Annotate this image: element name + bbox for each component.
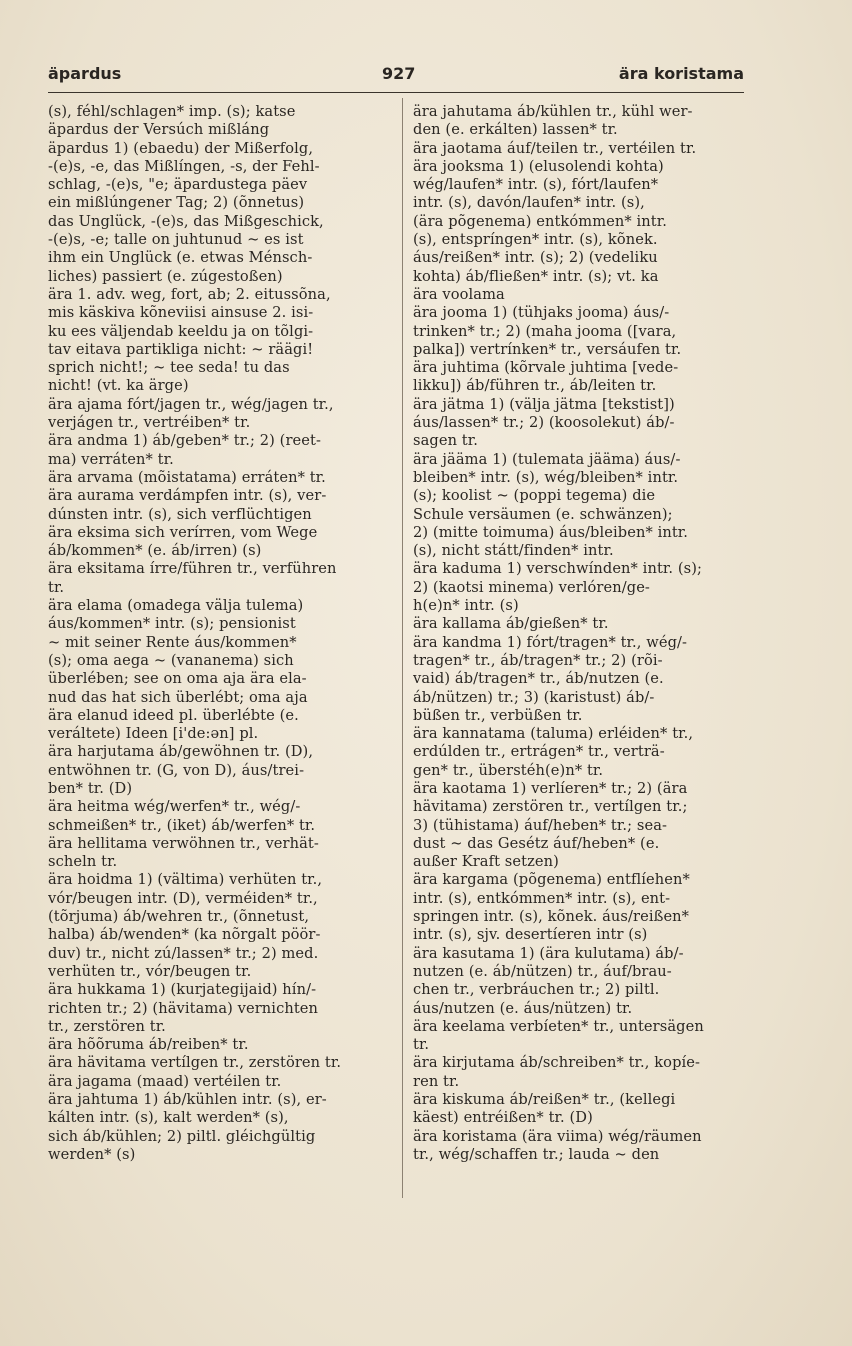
- entry-line: 2) (mitte toimuma) áus/bleiben* intr.: [413, 523, 689, 541]
- entry-line: ära kannatama (taluma) erléiden* tr.,: [413, 725, 694, 743]
- entry-line: ära andma 1) áb/geben* tr.; 2) (reet-: [48, 432, 321, 450]
- entry-line: intr. (s), davón/laufen* intr. (s),: [413, 194, 645, 212]
- entry-line: 2) (kaotsi minema) verlóren/ge-: [413, 578, 650, 596]
- entry-line: ära kallama áb/gießen* tr.: [413, 615, 609, 633]
- header-rule: [48, 92, 744, 93]
- entry-line: áb/nützen) tr.; 3) (karistust) áb/-: [413, 688, 655, 706]
- entry-line: äpardus der Versúch mißláng: [48, 121, 270, 139]
- entry-line: ära kaotama 1) verlíeren* tr.; 2) (ära: [413, 779, 688, 797]
- entry-line: ära kirjutama áb/schreiben* tr., kopíe-: [413, 1054, 701, 1072]
- entry-line: ära voolama: [413, 285, 505, 303]
- entry-line: tav eitava partikliga nicht: ~ räägi!: [48, 340, 314, 358]
- entry-line: duv) tr., nicht zú/lassen* tr.; 2) med.: [48, 944, 319, 962]
- entry-line: áus/reißen* intr. (s); 2) (vedeliku: [413, 249, 658, 267]
- entry-line: ära kargama (põgenema) entflíehen*: [413, 871, 690, 889]
- entry-line: (ära põgenema) entkómmen* intr.: [413, 212, 667, 230]
- entry-line: hävitama) zerstören tr., vertílgen tr.;: [413, 798, 688, 816]
- entry-line: ära elanud ideed pl. überlébte (e.: [48, 706, 299, 724]
- entry-line: ära kaduma 1) verschwínden* intr. (s);: [413, 560, 703, 578]
- entry-line: kálten intr. (s), kalt werden* (s),: [48, 1109, 289, 1127]
- entry-line: büßen tr., verbüßen tr.: [413, 706, 583, 724]
- entry-line: ära heitma wég/werfen* tr., wég/-: [48, 798, 301, 816]
- entry-line: veráltete) Ideen [i'de:ən] pl.: [48, 725, 259, 743]
- entry-line: áb/kommen* (e. áb/irren) (s): [48, 542, 262, 560]
- entry-line: ära jagama (maad) vertéilen tr.: [48, 1072, 282, 1090]
- header-guide-word-right: ära koristama: [618, 64, 744, 83]
- entry-line: trinken* tr.; 2) (maha jooma ([vara,: [413, 322, 677, 340]
- entry-line: ren tr.: [413, 1072, 460, 1090]
- entry-line: áus/lassen* tr.; 2) (koosolekut) áb/-: [413, 414, 675, 432]
- entry-line: käest) entréißen* tr. (D): [413, 1109, 593, 1127]
- entry-line: äpardus 1) (ebaedu) der Mißerfolg,: [48, 139, 314, 157]
- entry-line: sich áb/kühlen; 2) piltl. gléichgültig: [48, 1127, 316, 1145]
- entry-line: ein mißlúngener Tag; 2) (õnnetus): [48, 194, 305, 212]
- entry-line: ihm ein Unglück (e. etwas Ménsch-: [48, 249, 313, 267]
- entry-line: tr.: [48, 578, 65, 596]
- entry-line: kohta) áb/fließen* intr. (s); vt. ka: [413, 267, 659, 285]
- entry-line: tr.: [413, 1036, 430, 1054]
- entry-line: tr., zerstören tr.: [48, 1017, 166, 1035]
- entry-line: ära hellitama verwöhnen tr., verhät-: [48, 834, 319, 852]
- entry-line: ära jaotama áuf/teilen tr., vertéilen tr.: [413, 139, 697, 157]
- entry-line: halba) áb/wenden* (ka nõrgalt pöör-: [48, 926, 321, 944]
- entry-line: ära hukkama 1) (kurjategijaid) hín/-: [48, 981, 317, 999]
- entry-line: ära harjutama áb/gewöhnen tr. (D),: [48, 743, 314, 761]
- entry-line: ära jääma 1) (tulemata jääma) áus/-: [413, 450, 681, 468]
- entry-line: schmeißen* tr., (iket) áb/werfen* tr.: [48, 816, 316, 834]
- column-divider: [402, 98, 403, 1198]
- entry-line: bleiben* intr. (s), wég/bleiben* intr.: [413, 468, 679, 486]
- entry-line: ära kandma 1) fórt/tragen* tr., wég/-: [413, 633, 688, 651]
- entry-line: scheln tr.: [48, 853, 118, 871]
- entry-line: springen intr. (s), kõnek. áus/reißen*: [413, 908, 690, 926]
- entry-line: das Unglück, -(e)s, das Mißgeschick,: [48, 212, 324, 230]
- entry-line: sprich nicht!; ~ tee seda! tu das: [48, 359, 290, 377]
- entry-line: sagen tr.: [413, 432, 478, 450]
- entry-line: verjágen tr., vertréiben* tr.: [48, 414, 251, 432]
- entry-line: ära kiskuma áb/reißen* tr., (kellegi: [413, 1091, 676, 1109]
- entry-line: ära 1. adv. weg, fort, ab; 2. eitussõna,: [48, 285, 331, 303]
- entry-line: nud das hat sich überlébt; oma aja: [48, 688, 308, 706]
- entry-line: ära jahutama áb/kühlen tr., kühl wer-: [413, 103, 693, 120]
- entry-line: verhüten tr., vór/beugen tr.: [48, 962, 252, 980]
- entry-line: -(e)s, -e, das Mißlíngen, -s, der Fehl-: [48, 157, 320, 175]
- entry-line: ära hoidma 1) (vältima) verhüten tr.,: [48, 871, 323, 889]
- entry-line: ära jahtuma 1) áb/kühlen intr. (s), er-: [48, 1091, 327, 1109]
- entry-line: Schule versäumen (e. schwänzen);: [413, 505, 673, 523]
- entry-line: ära eksitama írre/führen tr., verführen: [48, 560, 337, 578]
- entry-line: vór/beugen intr. (D), verméiden* tr.,: [48, 889, 318, 907]
- entry-line: den (e. erkálten) lassen* tr.: [413, 121, 618, 139]
- entry-line: ära arvama (mõistatama) erráten* tr.: [48, 468, 326, 486]
- entry-line: überlében; see on oma aja ära ela-: [48, 670, 307, 688]
- entry-line: gen* tr., überstéh(e)n* tr.: [413, 761, 604, 779]
- entry-line: (tõrjuma) áb/wehren tr., (õnnetust,: [48, 908, 310, 926]
- page-header: [48, 64, 744, 92]
- entry-line: dúnsten intr. (s), sich verflüchtigen: [48, 505, 312, 523]
- entry-line: vaid) áb/tragen* tr., áb/nutzen (e.: [413, 670, 664, 688]
- entry-line: liches) passiert (e. zúgestoßen): [48, 267, 283, 285]
- entry-line: mis käskiva kõneviisi ainsuse 2. isi-: [48, 304, 314, 322]
- entry-line: intr. (s), sjv. desertíeren intr (s): [413, 926, 648, 944]
- entry-line: palka]) vertrínken* tr., versáufen tr.: [413, 340, 682, 358]
- entry-line: ära hõõruma áb/reiben* tr.: [48, 1036, 249, 1054]
- entry-line: ära kasutama 1) (ära kulutama) áb/-: [413, 944, 684, 962]
- page-number: 927: [382, 64, 416, 83]
- entry-line: (s); oma aega ~ (vananema) sich: [48, 651, 294, 669]
- entry-line: erdúlden tr., ertrágen* tr., verträ-: [413, 743, 665, 761]
- entry-line: ära eksima sich verírren, vom Wege: [48, 523, 318, 541]
- entry-line: (s), entspríngen* intr. (s), kõnek.: [413, 231, 658, 249]
- entry-line: ben* tr. (D): [48, 779, 133, 797]
- entry-line: áus/nutzen (e. áus/nützen) tr.: [413, 999, 633, 1017]
- entry-line: dust ~ das Gesétz áuf/heben* (e.: [413, 834, 660, 852]
- entry-line: ku ees väljendab keeldu ja on tõlgi-: [48, 322, 314, 340]
- entry-line: nutzen (e. áb/nützen) tr., áuf/brau-: [413, 962, 672, 980]
- entry-line: 3) (tühistama) áuf/heben* tr.; sea-: [413, 816, 668, 834]
- entry-line: werden* (s): [48, 1145, 136, 1163]
- entry-line: ma) verráten* tr.: [48, 450, 174, 468]
- entry-line: nicht! (vt. ka ärge): [48, 377, 189, 395]
- entry-line: -(e)s, -e; talle on juhtunud ~ es ist: [48, 231, 304, 249]
- entry-line: ära juhtima (kõrvale juhtima [vede-: [413, 359, 679, 377]
- entry-line: chen tr., verbráuchen tr.; 2) piltl.: [413, 981, 660, 999]
- entry-line: außer Kraft setzen): [413, 853, 559, 871]
- entry-line: ära elama (omadega välja tulema): [48, 597, 304, 615]
- header-guide-word-left: äpardus: [48, 64, 122, 83]
- entry-line: intr. (s), entkómmen* intr. (s), ent-: [413, 889, 671, 907]
- entry-line: wég/laufen* intr. (s), fórt/laufen*: [413, 176, 659, 194]
- entry-line: h(e)n* intr. (s): [413, 597, 519, 615]
- entry-line: ära jätma 1) (välja jätma [tekstist]): [413, 395, 675, 413]
- entry-line: ära jooksma 1) (elusolendi kohta): [413, 157, 664, 175]
- entry-line: tragen* tr., áb/tragen* tr.; 2) (rõi-: [413, 651, 663, 669]
- entry-line: ära koristama (ära viima) wég/räumen: [413, 1127, 702, 1145]
- entry-line: ära aurama verdámpfen intr. (s), ver-: [48, 487, 327, 505]
- entry-line: ära keelama verbíeten* tr., untersägen: [413, 1017, 704, 1035]
- entry-line: ära ajama fórt/jagen tr., wég/jagen tr.,: [48, 395, 334, 413]
- entry-line: ära hävitama vertílgen tr., zerstören tr.: [48, 1054, 342, 1072]
- entry-line: entwöhnen tr. (G, von D), áus/trei-: [48, 761, 305, 779]
- entry-line: tr., wég/schaffen tr.; lauda ~ den: [413, 1145, 660, 1163]
- entry-line: ära jooma 1) (tühjaks jooma) áus/-: [413, 304, 670, 322]
- entry-line: (s), nicht státt/finden* intr.: [413, 542, 614, 560]
- entry-line: richten tr.; 2) (hävitama) vernichten: [48, 999, 319, 1017]
- right-column: [413, 103, 751, 1164]
- entry-line: (s); koolist ~ (poppi tegema) die: [413, 487, 656, 505]
- entry-line: likku]) áb/führen tr., áb/leiten tr.: [413, 377, 657, 395]
- left-column: [48, 103, 388, 1164]
- entry-line: ~ mit seiner Rente áus/kommen*: [48, 633, 297, 651]
- entry-line: schlag, -(e)s, "e; äpardustega päev: [48, 176, 308, 194]
- entry-line: áus/kommen* intr. (s); pensionist: [48, 615, 296, 633]
- entry-line: (s), féhl/schlagen* imp. (s); katse: [48, 103, 296, 120]
